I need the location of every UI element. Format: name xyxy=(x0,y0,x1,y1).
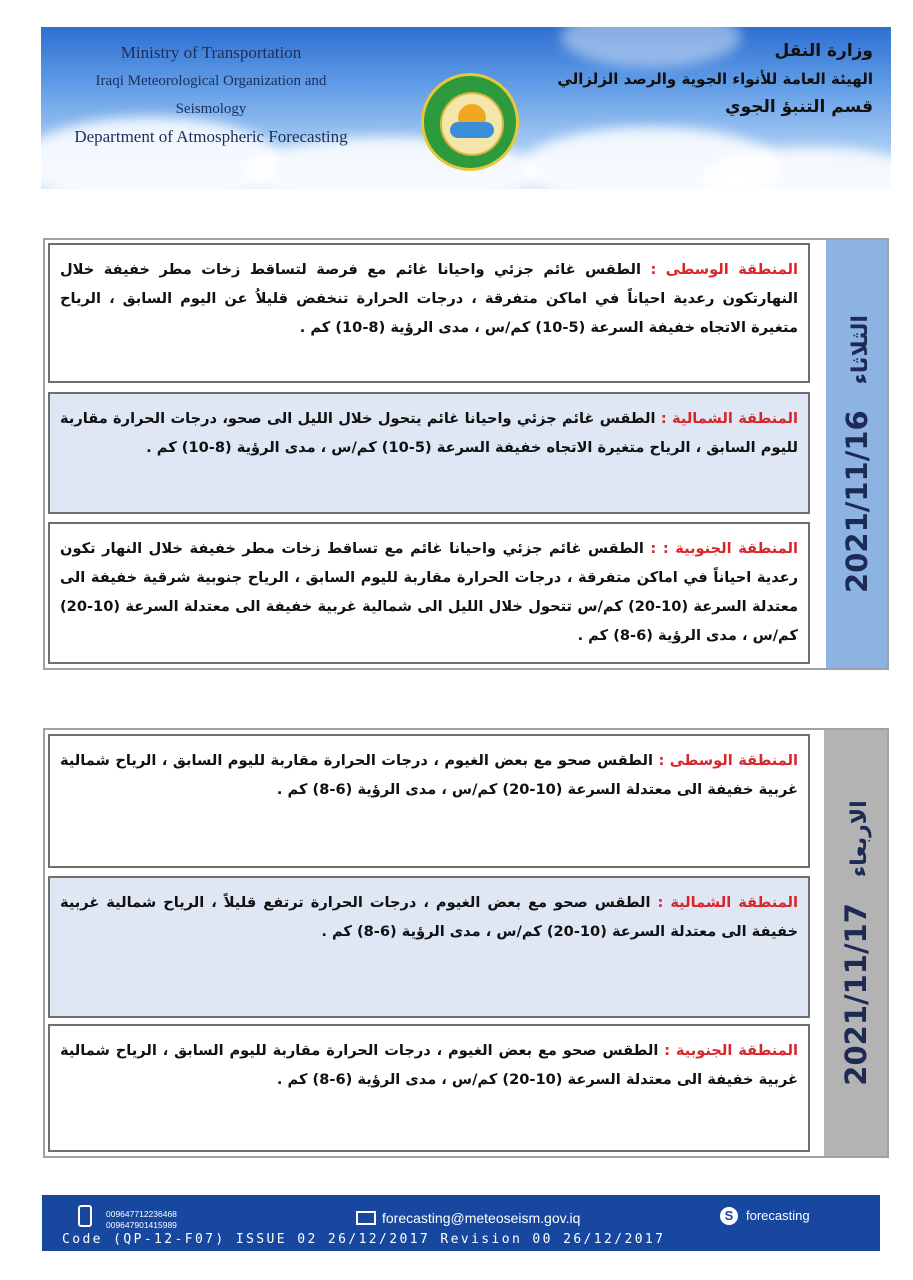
day-1-central-region-panel xyxy=(48,243,810,383)
day-2-central-region-panel xyxy=(48,734,810,868)
day-2-date: 2021/11/17 xyxy=(838,903,873,1086)
document-code-line: Code (QP-12-F07) ISSUE 02 26/12/2017 Revision 00 26/12/2017 xyxy=(62,1232,666,1247)
region-forecast-text: الطقس صحو مع بعض الغيوم ، درجات الحرارة ترتفع قليلاً ، الرياح شمالية غربية خفيفة الى معتدلة السرعة (10-20) كم/س ، مدى الرؤية (6-8) كم . xyxy=(60,894,798,940)
department-name-ar: قسم التنبؤ الجوي xyxy=(725,97,873,117)
day-2-southern-region-panel xyxy=(48,1024,810,1152)
organization-name-en: Iraqi Meteorological Organization and Seismology xyxy=(95,73,327,117)
region-forecast-text: الطقس غائم جزئي واحيانا غائم مع فرصة لتساقط زخات مطر خفيفة خلال النهارتكون رعدية احياناً في اماكن متفرقة ، درجات الحرارة تنخفض قليلاُ عن اليوم السابق ، الرياح متغيرة الاتجاه خفيفة السرعة (5-10) كم/س ، مدى الرؤية (8-10) كم . xyxy=(60,261,798,336)
contact-footer xyxy=(42,1195,880,1251)
ministry-name-en: Ministry of Transportation xyxy=(120,43,302,62)
department-name-en: Department of Atmospheric Forecasting xyxy=(74,127,348,146)
phone-number-1: 009647712236468 xyxy=(106,1209,177,1219)
email-address: forecasting@meteoseism.gov.iq xyxy=(382,1210,581,1226)
day-2-name: الاربعاء xyxy=(846,800,872,878)
skype-handle: forecasting xyxy=(746,1208,810,1223)
email-contact[interactable] xyxy=(382,1210,580,1226)
region-forecast-text: الطقس صحو مع بعض الغيوم ، درجات الحرارة مقاربة لليوم السابق ، الرياح شمالية غربية خفيفة الى معتدلة السرعة (10-20) كم/س ، مدى الرؤية (6-8) كم . xyxy=(60,1042,798,1088)
region-label: المنطقة الجنوبية : : xyxy=(650,540,798,557)
region-forecast-text: الطقس غائم جزئي واحيانا غائم يتحول خلال الليل الى صحو، درجات الحرارة مقاربة لليوم السابق ، الرياح متغيرة الاتجاه خفيفة السرعة (5-10) كم/س ، مدى الرؤية (8-10) كم . xyxy=(60,410,798,456)
day-1-name: الثلاثاء xyxy=(847,315,873,385)
phone-numbers xyxy=(106,1209,177,1231)
day-1-date-strip xyxy=(826,240,887,668)
organization-name-ar: الهيئة العامة للأنواء الجوية والرصد الزلزالي xyxy=(557,70,873,88)
letterhead-banner xyxy=(41,27,891,189)
skype-icon: S xyxy=(720,1207,738,1225)
region-forecast-text: الطقس غائم جزئي واحيانا غائم مع تساقط زخات مطر خفيفة خلال النهار تكون رعدية احياناً في اماكن متفرقة ، درجات الحرارة مقاربة لليوم السابق ، الرياح جنوبية شرقية خفيفة الى معتدلة السرعة (10-20) كم/س تتحول خلال الليل الى شمالية غربية خفيفة الى معتدلة السرعة (10-20) كم/س ، مدى الرؤية (6-8) كم . xyxy=(60,540,798,644)
region-label: المنطقة الشمالية : xyxy=(660,410,798,427)
mail-icon xyxy=(356,1211,376,1225)
day-2-northern-region-panel xyxy=(48,876,810,1018)
region-label: المنطقة الوسطى : xyxy=(650,261,799,278)
region-label: المنطقة الشمالية : xyxy=(657,894,798,911)
day-1-date: 2021/11/16 xyxy=(839,410,874,593)
day-1-northern-region-panel xyxy=(48,392,810,514)
region-forecast-text: الطقس صحو مع بعض الغيوم ، درجات الحرارة مقاربة لليوم السابق ، الرياح شمالية غربية خفيفة الى معتدلة السرعة (10-20) كم/س ، مدى الرؤية (6-8) كم . xyxy=(60,752,798,798)
skype-contact[interactable] xyxy=(724,1208,810,1223)
region-label: المنطقة الجنوبية : xyxy=(664,1042,799,1059)
phone-number-2: 009647901415989 xyxy=(106,1220,177,1230)
header-arabic-text xyxy=(557,37,873,121)
header-english-text xyxy=(61,39,361,151)
day-1-southern-region-panel xyxy=(48,522,810,664)
organization-logo xyxy=(421,73,519,171)
day-2-date-strip xyxy=(824,730,887,1156)
phone-icon xyxy=(78,1205,92,1227)
ministry-name-ar: وزارة النقل xyxy=(774,41,873,61)
region-label: المنطقة الوسطى : xyxy=(658,752,799,769)
